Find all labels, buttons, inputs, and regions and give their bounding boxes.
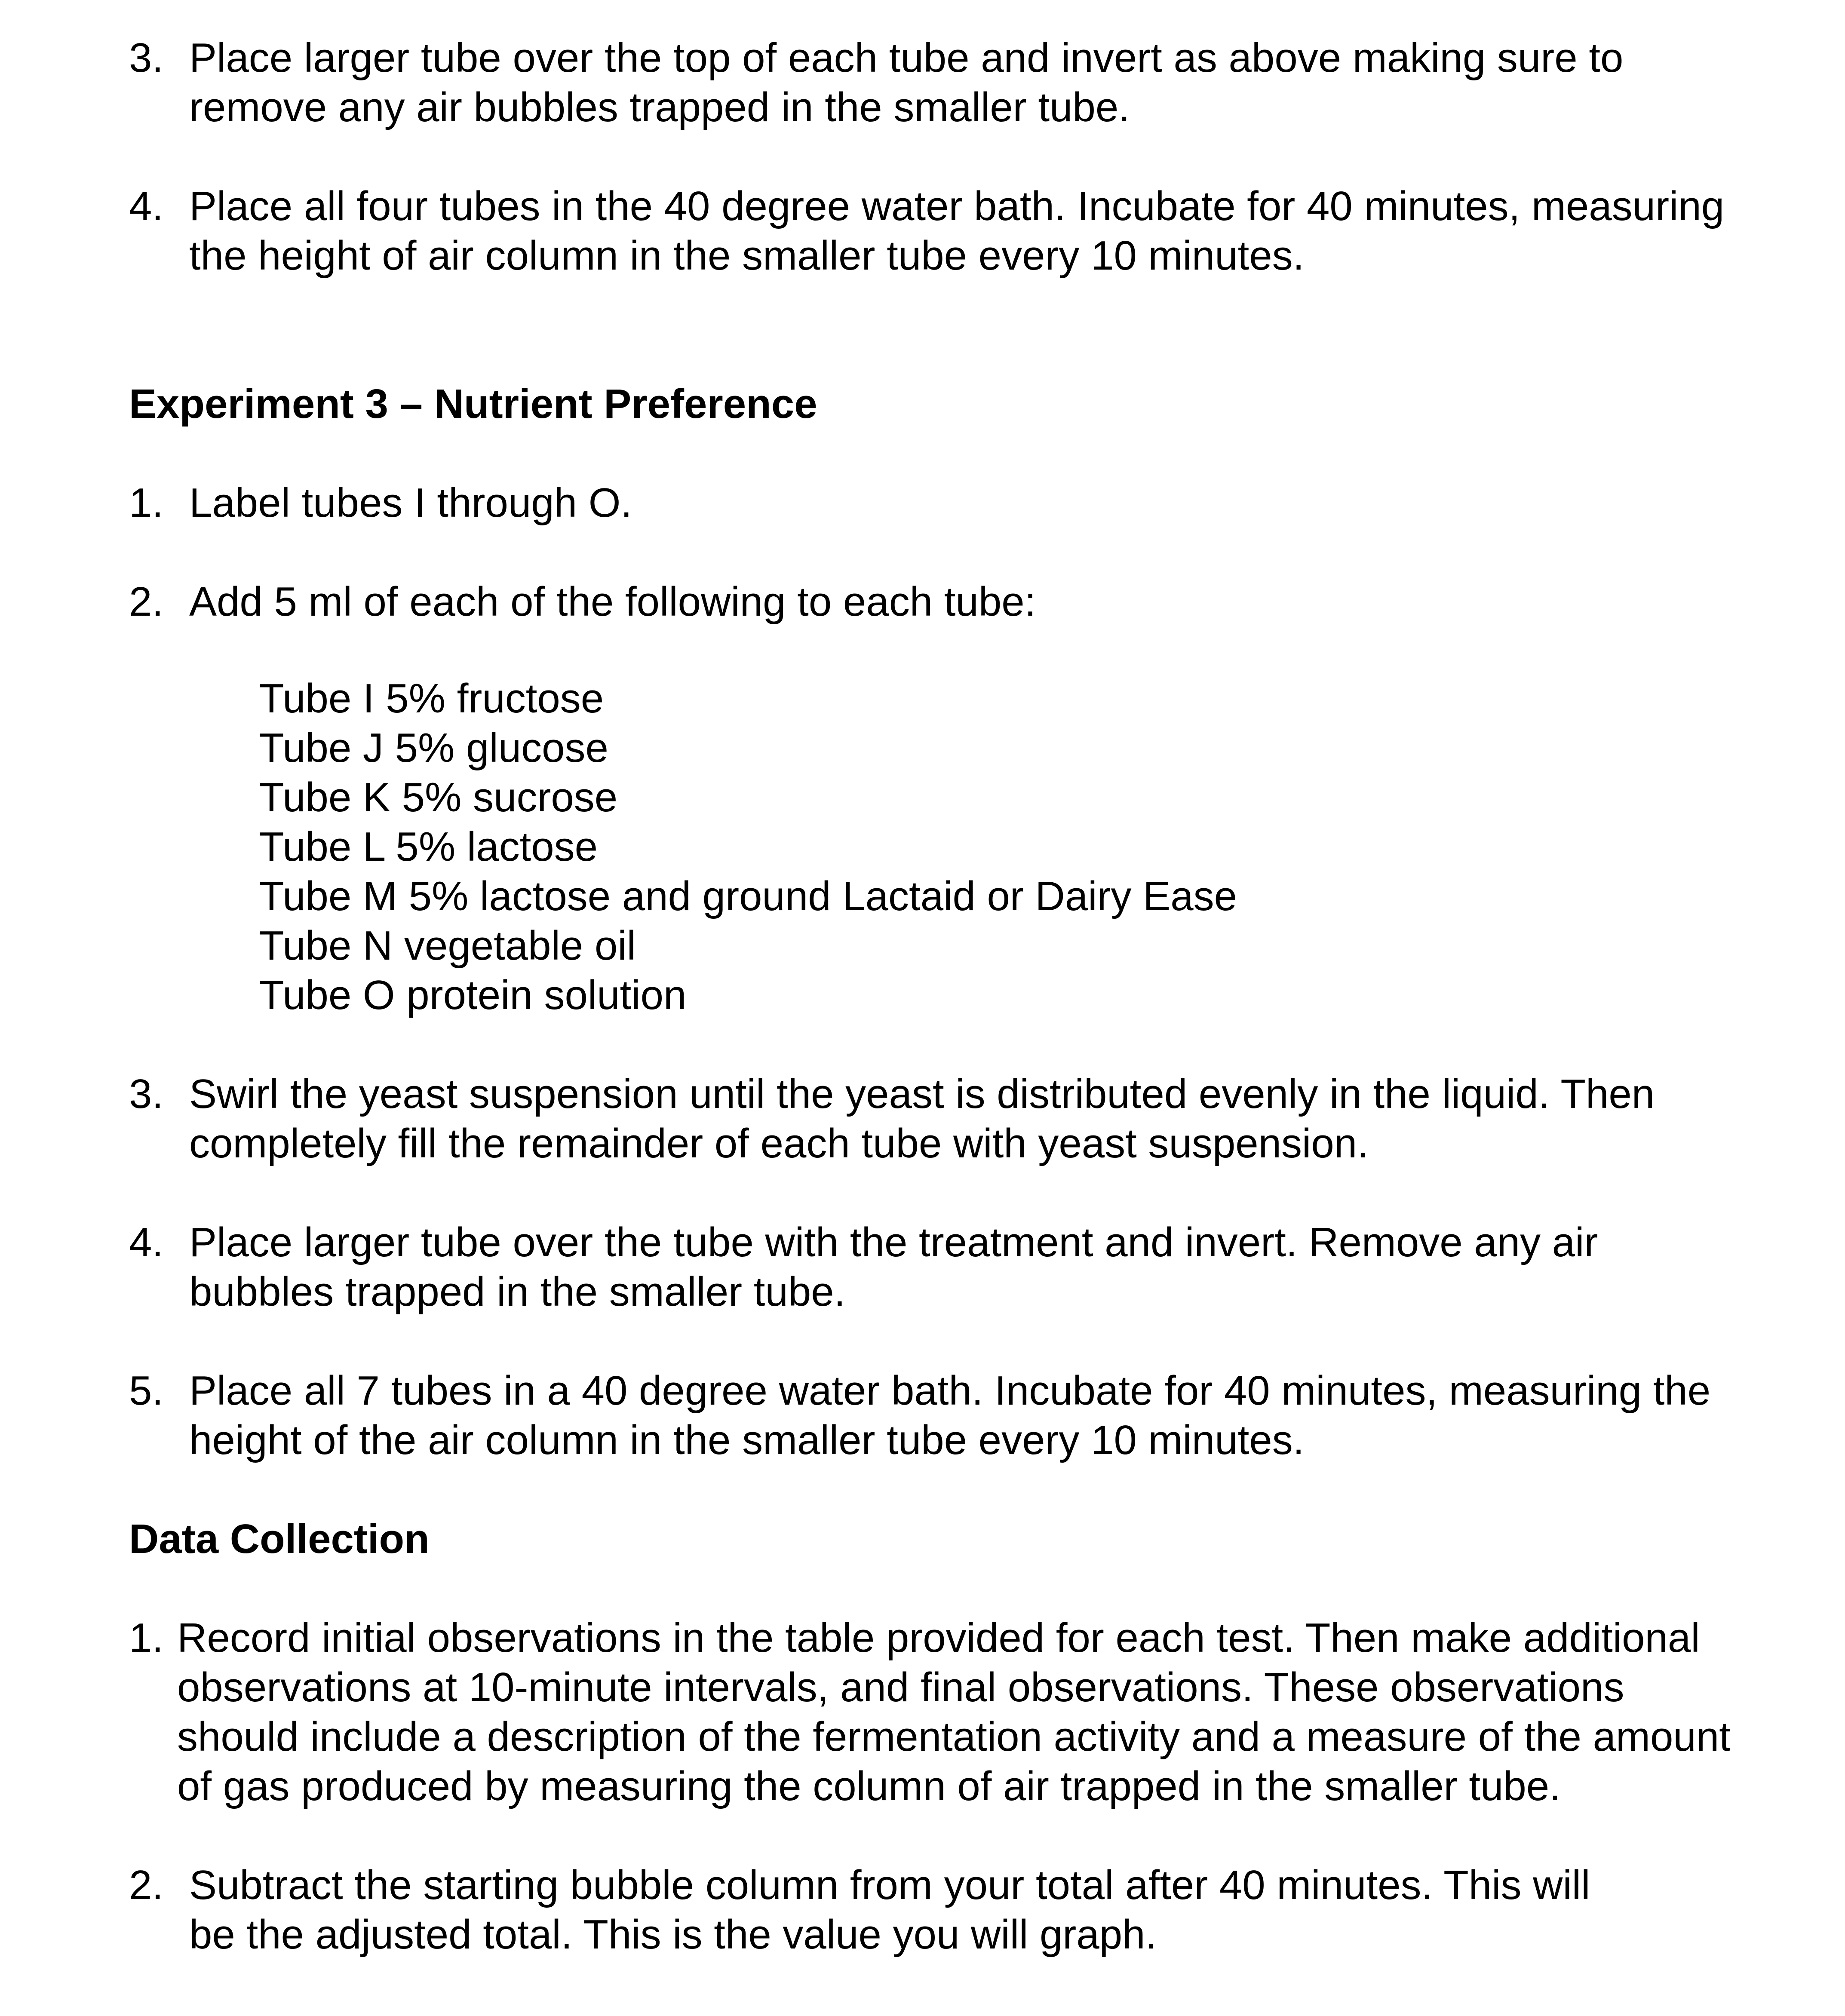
step-number: 1. bbox=[129, 1615, 164, 1661]
tube-item: Tube J 5% glucose bbox=[259, 725, 608, 771]
step-text: Place all 7 tubes in a 40 degree water bath. Incubate for 40 minutes, measuring the height of the air column in the smaller tube every 10 minutes. bbox=[189, 1368, 1711, 1463]
step-text: Place larger tube over the top of each tube and invert as above making sure to remove any air bubbles trapped in the smaller tube. bbox=[189, 35, 1624, 130]
step-text: Label tubes I through O. bbox=[189, 480, 632, 526]
exp3-step-1 bbox=[129, 478, 1827, 528]
step-number: 3. bbox=[129, 1071, 164, 1117]
step-text: Place larger tube over the tube with the treatment and invert. Remove any air bubbles trapped in the smaller tube. bbox=[189, 1219, 1598, 1315]
top-step-4 bbox=[129, 181, 1827, 280]
tube-item: Tube O protein solution bbox=[259, 972, 687, 1018]
tube-item: Tube K 5% sucrose bbox=[259, 774, 618, 820]
exp3-step-5 bbox=[129, 1366, 1827, 1465]
exp3-step-3 bbox=[129, 1069, 1827, 1168]
step-number: 4. bbox=[129, 1219, 164, 1265]
tube-item: Tube I 5% fructose bbox=[259, 675, 604, 721]
tube-item: Tube L 5% lactose bbox=[259, 824, 598, 870]
step-number: 2. bbox=[129, 579, 164, 625]
tube-item: Tube M 5% lactose and ground Lactaid or Dairy Ease bbox=[259, 873, 1237, 919]
step-text: Add 5 ml of each of the following to each tube: bbox=[189, 579, 1036, 625]
exp3-step-4 bbox=[129, 1218, 1827, 1316]
step-text: Record initial observations in the table provided for each test. Then make additional observations at 10-minute intervals, and final observations. These observations should include a description of the fermentation activity and a measure of the amount of gas produced by measuring the column of air trapped in the smaller tube. bbox=[177, 1615, 1731, 1809]
step-number: 2. bbox=[129, 1862, 164, 1908]
data-collection-heading: Data Collection bbox=[129, 1516, 430, 1562]
tube-item: Tube N vegetable oil bbox=[259, 923, 636, 969]
step-number: 1. bbox=[129, 480, 164, 526]
step-number: 3. bbox=[129, 35, 164, 81]
top-step-3 bbox=[129, 33, 1827, 132]
exp3-step-2 bbox=[129, 577, 1827, 626]
data-step-1 bbox=[129, 1613, 1827, 1811]
step-text: Subtract the starting bubble column from your total after 40 minutes. This will be the adjusted total. This is the value you will graph. bbox=[189, 1862, 1590, 1958]
step-number: 4. bbox=[129, 183, 164, 229]
experiment-3-heading: Experiment 3 – Nutrient Preference bbox=[129, 381, 817, 427]
step-text: Swirl the yeast suspension until the yeast is distributed evenly in the liquid. Then completely fill the remainder of each tube with yeast suspension. bbox=[189, 1071, 1655, 1166]
data-step-2 bbox=[129, 1860, 1827, 1959]
step-text: Place all four tubes in the 40 degree water bath. Incubate for 40 minutes, measuring the height of air column in the smaller tube every 10 minutes. bbox=[189, 183, 1725, 279]
tube-list bbox=[259, 674, 1237, 1020]
step-number: 5. bbox=[129, 1368, 164, 1414]
